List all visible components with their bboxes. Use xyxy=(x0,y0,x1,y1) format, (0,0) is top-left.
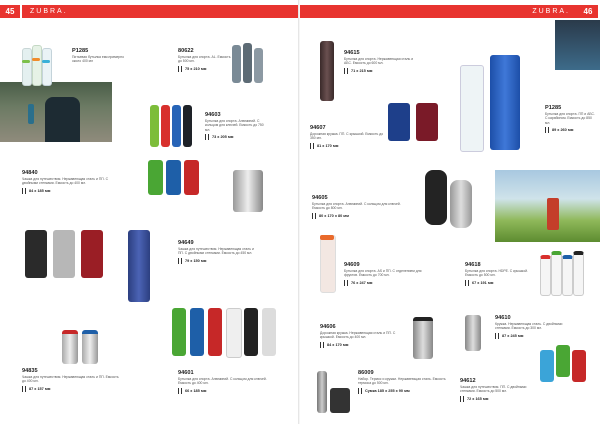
product-dimensions: 84 x 185 мм xyxy=(22,188,117,194)
sport-bottles-image xyxy=(232,40,282,85)
product-description: Чашка для путешествия. ПП. С двойными стенками. Емкость до 500 мл. xyxy=(460,385,527,394)
dimension-icon xyxy=(178,388,182,394)
product-dimensions: 71 x 215 мм xyxy=(344,68,419,74)
dimension-icon xyxy=(465,280,469,286)
product-description: Чашка для путешествия. Нержавеющая сталь и ПП. С двойными стенками. Емкость до 400 мл. xyxy=(22,177,109,186)
product-block-80622 xyxy=(178,48,233,72)
steel-cup-image xyxy=(460,310,490,355)
product-code: 94603 xyxy=(205,112,221,118)
product-dimensions: 80 x 170 x 80 мм xyxy=(312,213,412,219)
product-code: 94610 xyxy=(495,315,511,321)
page-number: 45 xyxy=(0,5,20,18)
product-code: 80622 xyxy=(178,48,194,54)
product-description: Кружка. Нержавеющая сталь. С двойными стенками. Емкость до 300 мл. xyxy=(495,322,563,331)
product-dimensions: 66 x 185 мм xyxy=(178,388,268,394)
travel-tumbler-image xyxy=(125,225,155,305)
aluminium-bottles-image xyxy=(150,100,205,150)
product-block-94835 xyxy=(22,368,122,392)
hdpe-bottles-image xyxy=(540,245,595,295)
outdoor-photo xyxy=(0,82,112,142)
fruit-infuser-bottle-image xyxy=(315,232,340,294)
dimension-icon xyxy=(310,143,314,149)
product-code: 94607 xyxy=(310,125,326,131)
product-dimensions: 79 x 150 мм xyxy=(178,258,258,264)
product-block-94601 xyxy=(178,370,268,394)
product-description: Дорожная кружка. ПП. С крышкой. Емкость до 350 мл. xyxy=(310,132,384,141)
product-dimensions: 75 x 210 мм xyxy=(178,66,233,72)
product-code: P1285 xyxy=(545,105,562,111)
product-code: 94609 xyxy=(344,262,360,268)
aluminium-bottles-row-image xyxy=(172,300,292,360)
thermos-set-image xyxy=(315,368,355,418)
product-dimensions: 84 x 170 мм xyxy=(320,342,405,348)
product-block-94612 xyxy=(460,378,540,402)
product-description: Бутылка для спорта. Нержавеющая сталь и АБС. Емкость до 600 мл. xyxy=(344,57,414,66)
dimension-icon xyxy=(545,127,549,133)
glass-bottles-image xyxy=(22,40,72,85)
right-page xyxy=(300,0,600,424)
nature-photo xyxy=(495,170,600,242)
dimension-icon xyxy=(178,258,182,264)
product-code: 94618 xyxy=(465,262,481,268)
product-dimensions: 87 x 245 мм xyxy=(495,333,570,339)
product-dimensions: 76 x 247 мм xyxy=(344,280,429,286)
product-code: 86009 xyxy=(358,370,374,376)
product-code: 94840 xyxy=(22,170,38,176)
product-dimensions: 72 x 165 мм xyxy=(460,396,540,402)
product-block-94649 xyxy=(178,240,258,264)
travel-mugs-image xyxy=(388,98,450,143)
product-block-94618 xyxy=(465,262,537,286)
product-description: Чашка для путешествия. Нержавеющая сталь и ПП. С двойными стенками. Емкость до 450 мл. xyxy=(178,247,254,256)
dimension-icon xyxy=(178,66,182,72)
product-block-p1285 xyxy=(72,48,132,64)
dimension-icon xyxy=(358,388,362,394)
product-description: Бутылка для спорта. AS и ПП. С отделением для фруктов. Емкость до 700 мл. xyxy=(344,269,422,278)
product-block-86009 xyxy=(358,370,453,394)
product-code: 94612 xyxy=(460,378,476,384)
product-block-94607 xyxy=(310,125,385,149)
product-code: 94649 xyxy=(178,240,194,246)
product-block-94609 xyxy=(344,262,429,286)
product-dimensions: 73 x 205 мм xyxy=(205,134,265,140)
product-code: 94605 xyxy=(312,195,328,201)
product-description: Чашка для путешествия. Нержавеющая сталь и ПП. Емкость до 400 мл. xyxy=(22,375,119,384)
dimension-icon xyxy=(344,68,348,74)
dimension-icon xyxy=(460,396,464,402)
product-block-p1285-right xyxy=(545,105,597,133)
product-code: 94615 xyxy=(344,50,360,56)
steel-bottle-image xyxy=(315,38,340,103)
product-dimensions: 87 x 157 мм xyxy=(22,386,122,392)
product-dimensions: 67 x 191 мм xyxy=(465,280,537,286)
product-block-94603 xyxy=(205,112,265,140)
dimension-icon xyxy=(344,280,348,286)
brand-header: ZUBRA. xyxy=(300,5,578,18)
page-number: 46 xyxy=(578,5,598,18)
product-code: 94601 xyxy=(178,370,194,376)
product-dimensions: 81 x 170 мм xyxy=(310,143,385,149)
product-description: Бутылка для спорта. ПП и АБС. С карабином. Емкость до 850 мл. xyxy=(545,112,595,125)
product-description: Бутылка для спорта. Алюминий. С кольцом для ключей. Емкость до 800 мл. xyxy=(312,202,401,211)
product-description: Бутылка для спорта. Алюминий. С кольцом для ключей. Емкость до 750 мл. xyxy=(205,119,264,132)
product-description: Бутылка для спорта. AL. Емкость до 500 мл. xyxy=(178,55,231,64)
dimension-icon xyxy=(320,342,324,348)
faceted-tumblers-image xyxy=(25,225,110,280)
dimension-icon xyxy=(495,333,499,339)
dimension-icon xyxy=(312,213,316,219)
colored-tumblers-image xyxy=(148,155,206,200)
dimension-icon xyxy=(205,134,209,140)
flasks-image xyxy=(425,165,485,230)
product-code: 94835 xyxy=(22,368,38,374)
steel-mugs-image xyxy=(62,325,122,370)
product-description: Набор. Термос и кружки. Нержавеющая сталь. Емкость термоса до 500 мл. xyxy=(358,377,446,386)
product-code: 94606 xyxy=(320,324,336,330)
product-dimensions: 89 x 260 мм xyxy=(545,127,597,133)
product-description: Питьевая бутылка емк.примерно около 400 мл xyxy=(72,55,124,64)
colored-cups-image xyxy=(540,340,598,390)
steel-tumbler-image xyxy=(228,165,270,213)
dimension-icon xyxy=(22,188,26,194)
product-description: Бутылка для спорта. HDPE. С крышкой. Емкость до 500 мл. xyxy=(465,269,528,278)
product-description: Дорожная кружка. Нержавеющая сталь и ПП. С крышкой. Емкость до 400 мл. xyxy=(320,331,396,340)
brand-header: ZUBRA. xyxy=(22,5,300,18)
product-block-94606 xyxy=(320,324,405,348)
product-block-94615 xyxy=(344,50,419,74)
large-sport-bottles-image xyxy=(455,45,555,155)
product-block-94605 xyxy=(312,195,412,219)
product-block-94840 xyxy=(22,170,117,194)
product-block-94610 xyxy=(495,315,570,339)
steel-mug-image xyxy=(408,312,444,357)
product-description: Бутылка для спорта. Алюминий. С кольцом для ключей. Емкость до 400 мл. xyxy=(178,377,267,386)
product-code: P1285 xyxy=(72,48,89,54)
product-dimensions: Сумка 185 x 255 x 90 мм xyxy=(358,388,453,394)
splash-photo xyxy=(555,20,600,70)
dimension-icon xyxy=(22,386,26,392)
